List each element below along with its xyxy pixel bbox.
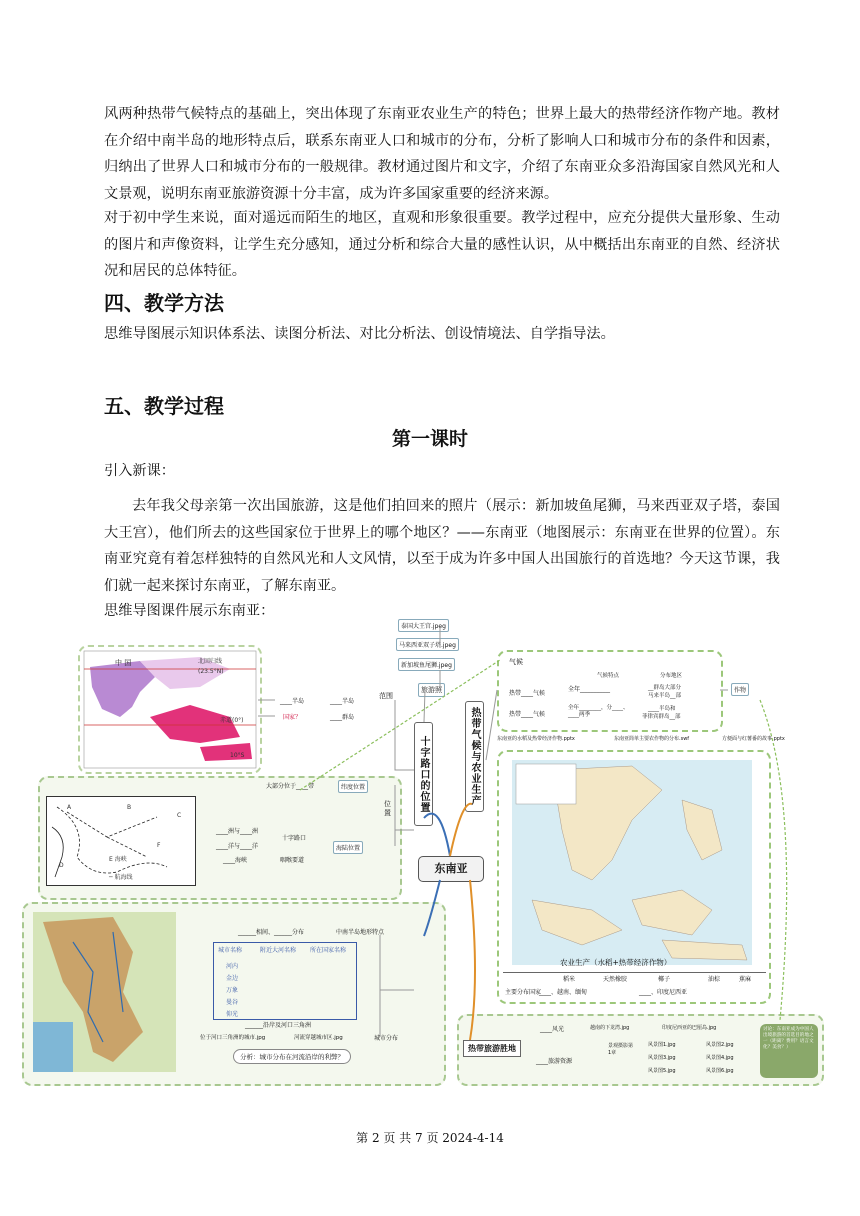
agriculture-map-title: 农业生产（水稻+热带经济作物） [560,958,672,967]
city-bangkok: 曼谷 [226,999,239,1006]
city-hanoi: 河内 [226,963,239,970]
branch-tourism[interactable]: 热带旅游胜地 [463,1040,521,1057]
mindmap-label: 思维导图课件展示东南亚： [104,603,275,619]
map-label-equator: 赤道(0°) [220,717,244,724]
range-countries: 国家？ [283,714,302,721]
southeast-asia-map [80,647,260,772]
climate-row2-feature: 全年________，分____、____两季 [568,705,629,718]
discussion-note: 讨论：东南亚成为中国人出境旅游的首选目的地之一（距离？费用？语言文化？美食？） [760,1024,818,1078]
city-file-2[interactable]: 河流穿越城市区.jpg [294,1035,343,1041]
range-peninsula-2: ____半岛 [330,698,355,705]
crossroads-node: 十字路口 [282,835,307,842]
range-islands: ____群岛 [330,714,355,721]
map-label-10s: 10°S [230,752,245,759]
lesson-title: 第一课时 [391,428,468,450]
city-phnompenh: 金边 [226,975,239,982]
crop-link-node[interactable]: 作物 [731,683,749,696]
crop-row-rice: ____、越南、缅甸 [539,989,588,996]
page-footer: 第 2 页 共 7 页 2024-4-14 [356,1131,504,1145]
tour-photo-4[interactable]: 风景图4.jpg [706,1055,734,1061]
climate-row2-region-a: ____半岛和 [648,706,676,712]
photo-thailand-palace[interactable]: 泰国大王宫.jpeg [398,619,449,632]
oceans-item: ____洋与____洋 [216,843,259,850]
city-distribution-node: 城市分布 [374,1035,399,1042]
crop-head-countries: 主要分布国家 [505,989,542,996]
terrain-node: 中南半岛地形特点 [336,929,385,936]
city-head-river: 附近大河名称 [260,947,297,954]
crop-head-coconut: 椰子 [658,976,671,983]
tourism-resources-sub: 景观摄影第1章 [608,1043,634,1056]
panel-location-map [78,645,262,774]
map-label-china: 中 国 [115,659,132,667]
map2-legend: ─ 航海线 [109,874,133,881]
terrain-item: ______相间、______分布 [238,929,305,936]
city-head-country: 所在国家名称 [310,947,347,954]
sea-position-node[interactable]: 海陆位置 [333,841,363,854]
branch-crossroads[interactable]: 十字路口的位置 [414,722,433,826]
climate-row2-type: 热带____气候 [509,711,546,718]
city-file-1[interactable]: 位于河口三角洲的城市.jpg [200,1035,266,1041]
sea-routes-map [46,796,196,886]
photo-merlion[interactable]: 新加坡鱼尾狮.jpeg [398,658,455,671]
position-node: 位置 [384,800,391,817]
tourism-photos-node[interactable]: 旅游照 [418,683,445,697]
range-peninsula-1: ____半岛 [280,698,305,705]
map2-c: C [177,812,182,819]
climate-head-regions: 分布地区 [660,673,683,679]
center-node[interactable]: 东南亚 [418,856,484,882]
range-node: 范围 [379,692,393,700]
map2-e: E 海峡 [109,856,127,863]
crop-head-oilpalm: 油棕 [708,976,721,983]
map2-a: A [67,804,72,811]
strait-item: ____海峡 [223,857,248,864]
city-yangon: 仰光 [226,1011,239,1018]
city-table [213,942,357,1020]
branch-tropical-climate[interactable]: 热带气候与农业生产 [465,701,484,812]
climate-head-features: 气候特点 [597,673,620,679]
map-label-tropic-lat: (23.5°N) [198,668,224,675]
paragraph-1: 风两种热带气候特点的基础上，突出体现了东南亚农业生产的特色；世界上最大的热带经济作物产地。教材在介绍中南半岛的地形特点后，联系东南亚人口和城市的分布，分析了影响人口和城市分布的条件和因素，归纳出了世界人口和城市分布的一般规律。教材通过图片和文字，介绍了东南亚众多沿海国家自然风光和人文景观，说明东南亚旅游资源十分丰富，成为许多国家重要的经济来源。 [104,106,780,202]
paragraph-4: 去年我父母亲第一次出国旅游，这是他们拍回来的照片（展示：新加坡鱼尾狮，马来西亚双子塔，泰国大王宫），他们所去的这些国家位于世界上的哪个地区？——东南亚（地图展示：东南亚在世界的位置）。东南亚究竟有着怎样独特的自然风光和人文风情，以至于成为许多中国人出国旅行的首选地？今天这节课，我们就一起来探讨东南亚，了解东南亚。 [104,498,780,594]
tour-photo-3[interactable]: 风景图3.jpg [648,1055,676,1061]
map2-f: F [157,842,161,849]
climate-row1-region-a: __群岛大部分 [648,685,682,691]
terrain-map [33,912,176,1072]
city-vientiane: 万象 [226,987,239,994]
tour-photo-5[interactable]: 风景图5.jpg [648,1068,676,1074]
tourism-resources-node: ____旅游资源 [536,1058,573,1065]
agri-file-2[interactable]: 东南亚简单主要农作物的分布.swf [614,736,690,742]
city-head-name: 城市名称 [218,947,243,954]
tour-photo-1[interactable]: 风景图1.jpg [648,1042,676,1048]
city-delta-item: ______沿岸及河口三角洲 [245,1022,312,1029]
climate-row1-region-b: 马来半岛__部 [648,693,682,699]
climate-row1-feature: 全年__________ [568,686,611,693]
tour-photo-6[interactable]: 风景图6.jpg [706,1068,734,1074]
agri-file-3[interactable]: 方便面与红薯番的故事.pptx [722,736,785,742]
crop-table [503,972,766,999]
map2-d: D [59,862,64,869]
paragraph-2: 对于初中学生来说，面对遥远而陌生的地区，直观和形象很重要。教学过程中，应充分提供大量形象、生动的图片和声像资料，让学生充分感知，通过分析和综合大量的感性认识，从中概括出东南亚的自然、经济状况和居民的总体特征。 [104,210,780,279]
scenery-bali[interactable]: 印度尼西亚的巴厘岛.jpg [662,1025,717,1031]
crop-row-coconut: ____、印度尼西亚 [639,989,688,996]
photo-twin-towers[interactable]: 马来西亚双子塔.jpeg [396,638,459,651]
map-label-tropic: 北回归线 [198,658,223,665]
crop-head-abaca: 蕉麻 [739,976,752,983]
climate-node: 气候 [509,658,523,666]
intro-label: 引入新课： [104,463,175,479]
latitude-node[interactable]: 纬度位置 [338,780,368,793]
city-analysis-bubble: 分析：城市分布在河流沿岸的利弊？ [233,1049,351,1064]
scenery-node: ____风光 [540,1026,565,1033]
latitude-text: 大部分位于____带 [266,783,315,790]
agriculture-map [512,760,752,965]
paragraph-3: 思维导图展示知识体系法、读图分析法、对比分析法、创设情境法、自学指导法。 [104,326,615,342]
map2-b: B [127,804,132,811]
continents-item: ____洲与____洲 [216,828,259,835]
crop-head-rubber: 天然橡胶 [603,976,628,983]
agri-file-1[interactable]: 东南亚的水稻及热带经济作物.pptx [497,736,575,742]
climate-row2-region-b: 菲律宾群岛__部 [642,714,681,720]
scenery-halong[interactable]: 越南的下龙湾.jpg [590,1025,630,1031]
tour-photo-2[interactable]: 风景图2.jpg [706,1042,734,1048]
heading-teaching-method: 四、教学方法 [104,291,224,315]
strait-node: 咽喉要道 [280,857,305,864]
climate-row1-type: 热带____气候 [509,690,546,697]
crop-head-rice: 稻米 [563,976,576,983]
heading-teaching-process: 五、教学过程 [104,394,224,418]
